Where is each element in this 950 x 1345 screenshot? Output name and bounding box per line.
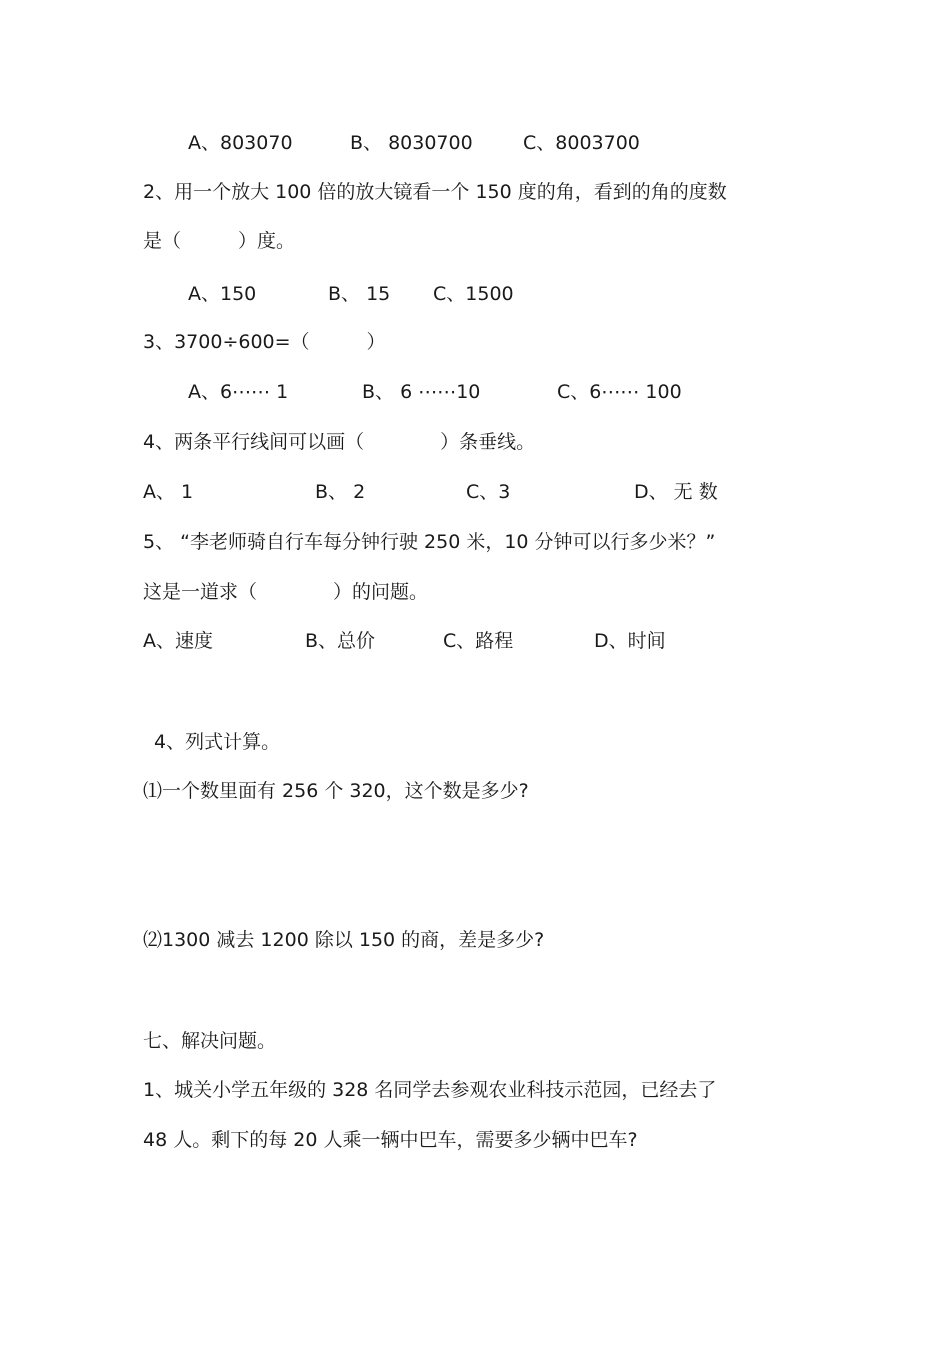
section4-title: 4、列式计算。 [154, 731, 281, 753]
section4-problem-2: ⑵1300 减去 1200 除以 150 的商，差是多少? [143, 929, 545, 951]
section7-problem-1-line2: 48 人。剩下的每 20 人乘一辆中巴车，需要多少辆中巴车? [143, 1129, 638, 1151]
q2-option-c: C、1500 [433, 283, 514, 305]
q5-text-line2: 这是一道求（ ）的问题。 [143, 581, 429, 603]
q5-option-a: A、速度 [143, 630, 213, 652]
q3-option-b: B、 6 ⋯⋯10 [362, 381, 481, 403]
q2-option-b: B、 15 [328, 283, 391, 305]
q2-text-line2: 是（ ）度。 [143, 230, 296, 252]
q1-option-a: A、803070 [188, 132, 293, 154]
q4-text: 4、两条平行线间可以画（ ）条垂线。 [143, 431, 536, 453]
q2-text-line1: 2、用一个放大 100 倍的放大镜看一个 150 度的角，看到的角的度数 [143, 181, 727, 203]
section7-problem-1-line1: 1、城关小学五年级的 328 名同学去参观农业科技示范园，已经去了 [143, 1079, 717, 1101]
q4-option-a: A、 1 [143, 481, 194, 503]
q4-option-b: B、 2 [315, 481, 366, 503]
section7-title: 七、解决问题。 [143, 1030, 277, 1052]
q1-option-b: B、 8030700 [350, 132, 473, 154]
q3-option-a: A、6⋯⋯ 1 [188, 381, 289, 403]
q5-text-line1: 5、 “李老师骑自行车每分钟行驶 250 米，10 分钟可以行多少米？” [143, 531, 716, 553]
q5-option-c: C、路程 [443, 630, 514, 652]
section4-problem-1: ⑴一个数里面有 256 个 320，这个数是多少? [143, 780, 529, 802]
q4-option-c: C、3 [466, 481, 511, 503]
q1-option-c: C、8003700 [523, 132, 640, 154]
q2-option-a: A、150 [188, 283, 257, 305]
q3-text: 3、3700÷600=（ ） [143, 331, 386, 353]
q3-option-c: C、6⋯⋯ 100 [557, 381, 682, 403]
q5-option-d: D、时间 [594, 630, 666, 652]
q4-option-d: D、 无 数 [634, 481, 718, 503]
q5-option-b: B、总价 [305, 630, 376, 652]
